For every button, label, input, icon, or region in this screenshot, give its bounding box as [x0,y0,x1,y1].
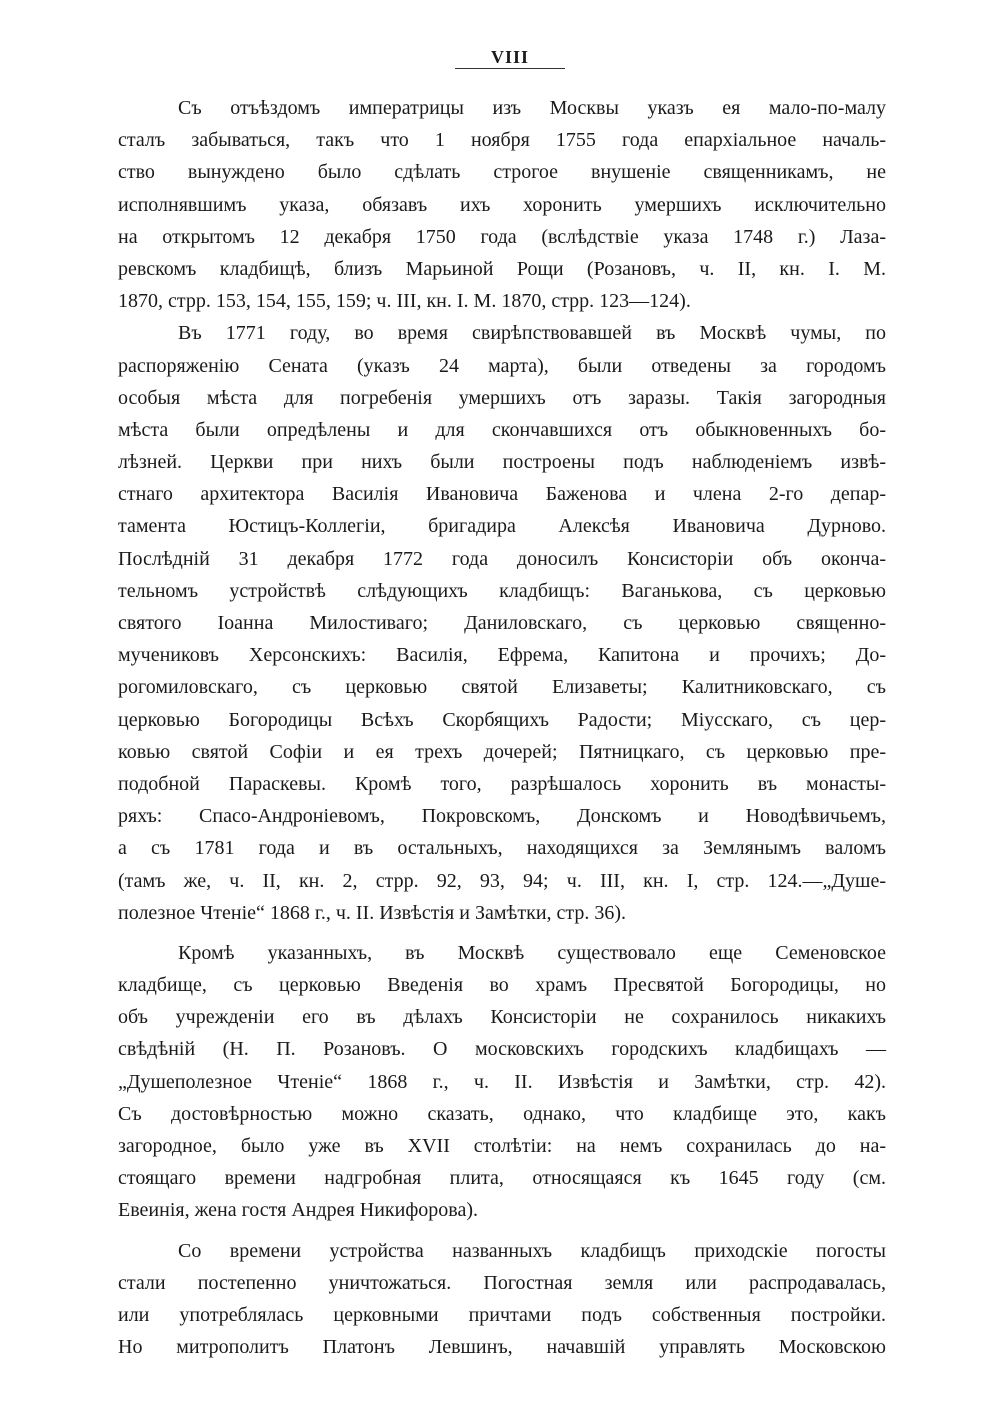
text-line: ство вынуждено было сдѣлать строгое внушеніе священникамъ, не [118,161,886,184]
text-line: подобной Параскевы. Кромѣ того, разрѣшалось хоронить въ монасты- [118,772,886,795]
text-line: Кромѣ указанныхъ, въ Москвѣ существовало еще Семеновское [178,941,886,964]
text-line: лѣзней. Церкви при нихъ были построены подъ наблюденіемъ извѣ- [118,451,886,474]
text-line: „Душеполезное Чтеніе“ 1868 г., ч. II. Извѣстія и Замѣтки, стр. 42). [118,1070,886,1093]
text-line: Со времени устройства названныхъ кладбищъ приходскіе погосты [178,1239,886,1262]
text-line: загородное, было уже въ XVII столѣтіи: на немъ сохранилась до на- [118,1135,886,1157]
text-line: тельномъ устройствѣ слѣдующихъ кладбищъ: Ваганькова, съ церковью [118,579,886,602]
text-line: Съ достовѣрностью можно сказать, однако, что кладбище это, какъ [118,1102,886,1125]
text-line: церковью Богородицы Всѣхъ Скорбящихъ Радости; Міусскаго, съ цер- [118,708,886,731]
text-line: (тамъ же, ч. II, кн. 2, стрр. 92, 93, 94; ч. III, кн. I, стр. 124.—„Душе- [118,869,886,892]
text-line: тамента Юстицъ-Коллегіи, бригадира Алексѣя Ивановича Дурново. [118,515,886,538]
paragraph-4 [118,1235,886,1364]
text-line: ковью святой Софіи и ея трехъ дочерей; Пятницкаго, съ церковью пре- [118,740,886,763]
text-line: а съ 1781 года и въ остальныхъ, находящихся за Землянымъ валомъ [118,837,886,860]
text-line: мучениковъ Херсонскихъ: Василія, Ефрема, Капитона и прочихъ; До- [118,644,886,667]
text-line: рогомиловскаго, съ церковью святой Елизаветы; Калитниковскаго, съ [118,676,886,699]
text-line: свѣдѣній (Н. П. Розановъ. О московскихъ городскихъ кладбищахъ — [118,1038,886,1061]
text-line: распоряженію Сената (указъ 24 марта), были отведены за городомъ [118,354,886,377]
text-line: Послѣдній 31 декабря 1772 года доносилъ Консисторіи объ оконча- [118,547,886,570]
text-line: особыя мѣста для погребенія умершихъ отъ заразы. Такія загородныя [118,386,886,409]
text-line: исполнявшимъ указа, обязавъ ихъ хоронить умершихъ исключительно [118,193,886,216]
page-body [118,92,886,1363]
text-line: 1870, стрр. 153, 154, 155, 159; ч. III, кн. I. М. 1870, стрр. 123—124). [118,290,691,313]
page-number: VIII [455,46,565,69]
paragraph-1 [118,92,886,317]
text-line: объ учрежденіи его въ дѣлахъ Консисторіи не сохранилось никакихъ [118,1006,886,1029]
text-line: на открытомъ 12 декабря 1750 года (вслѣдствіе указа 1748 г.) Лаза- [118,225,886,248]
text-line: Но митрополитъ Платонъ Левшинъ, начавшій управлять Московскою [118,1336,886,1359]
text-line: сталъ забываться, такъ что 1 ноября 1755 года епархіальное началь- [118,129,886,152]
text-line: кладбище, съ церковью Введенія во храмъ Пресвятой Богородицы, но [118,974,886,997]
text-line: святого Іоанна Милостиваго; Даниловскаго, съ церковью священно- [118,612,886,634]
text-line: стоящаго времени надгробная плита, относящаяся къ 1645 году (см. [118,1167,886,1190]
text-line: полезное Чтеніе“ 1868 г., ч. II. Извѣстія и Замѣтки, стр. 36). [118,901,627,924]
text-line: Съ отъѣздомъ императрицы изъ Москвы указъ ея мало-по-малу [178,97,886,119]
paragraph-3 [118,937,886,1227]
paragraph-2 [118,317,886,929]
text-line: ревскомъ кладбищѣ, близъ Марьиной Рощи (Розановъ, ч. II, кн. I. М. [118,257,886,280]
text-line: ряхъ: Спасо-Андроніевомъ, Покровскомъ, Донскомъ и Новодѣвичьемъ, [118,805,886,828]
text-line: стнаго архитектора Василія Ивановича Баженова и члена 2-го депар- [118,483,886,506]
text-line: Евеинія, жена гостя Андрея Никифорова). [118,1199,478,1222]
text-line: мѣста были опредѣлены и для скончавшихся отъ обыкновенныхъ бо- [118,418,886,441]
text-line: стали постепенно уничтожаться. Погостная земля или распродавалась, [118,1271,886,1294]
text-line: или употреблялась церковными причтами подъ собственныя постройки. [118,1303,886,1326]
text-line: Въ 1771 году, во время свирѣпствовавшей въ Москвѣ чумы, по [178,322,886,345]
